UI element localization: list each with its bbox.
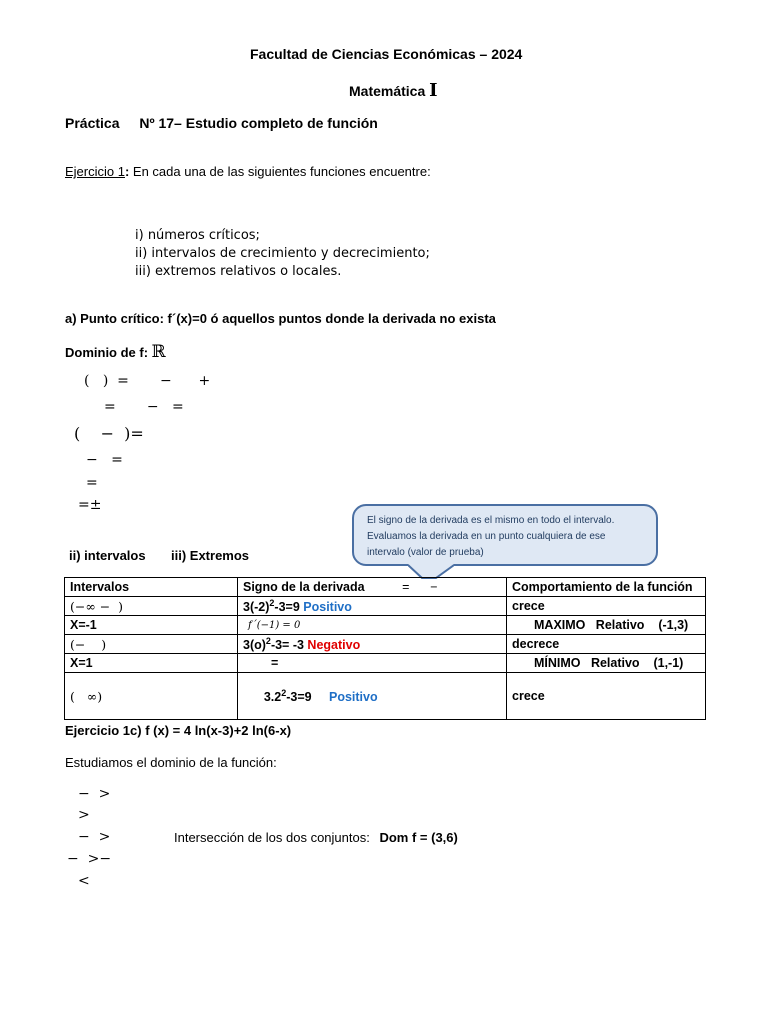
intersection-line bbox=[174, 830, 458, 845]
sign-exponent: 2 bbox=[269, 598, 275, 608]
sign-cell bbox=[238, 635, 507, 654]
inequality-fragment-2: > bbox=[78, 807, 90, 823]
header-behavior: Comportamiento de la función bbox=[507, 578, 706, 597]
exercise1-label: Ejercicio 1 bbox=[65, 164, 125, 179]
sign-word: Positivo bbox=[328, 690, 378, 705]
equation-fragment-5: = bbox=[86, 475, 98, 491]
sign-word: Positivo bbox=[303, 600, 352, 615]
interval-cell: (− ) bbox=[65, 635, 238, 654]
practice-label: Práctica bbox=[65, 115, 120, 131]
callout-line-1: El signo de la derivada es el mismo en todo el intervalo. bbox=[367, 515, 615, 526]
practice-heading bbox=[65, 115, 378, 131]
table-row bbox=[65, 635, 706, 654]
sign-cell: = bbox=[238, 654, 507, 673]
domain-line bbox=[65, 342, 166, 362]
behavior-cell: crece bbox=[507, 597, 706, 616]
inequality-fragment-4: − >− bbox=[67, 851, 112, 867]
sign-result: -3= -3 bbox=[270, 638, 308, 653]
sign-value: 3(-2) bbox=[243, 600, 270, 615]
course-prefix: Matemática bbox=[349, 83, 426, 99]
derivative-sign-table bbox=[64, 577, 706, 720]
domain-symbol: ℝ bbox=[151, 342, 166, 362]
table-row bbox=[65, 654, 706, 673]
behavior-cell: decrece bbox=[507, 635, 706, 654]
header-sign-label: Signo de la derivada bbox=[243, 580, 365, 594]
behavior-cell: MAXIMO Relativo (-1,3) bbox=[507, 616, 706, 635]
inequality-fragment-1: − > bbox=[78, 786, 111, 802]
course-title bbox=[349, 80, 438, 101]
header-intervals: Intervalos bbox=[65, 578, 238, 597]
table-row bbox=[65, 597, 706, 616]
sign-cell: f´(−1) = 0 bbox=[238, 616, 507, 635]
behavior-cell: MÍNIMO Relativo (1,-1) bbox=[507, 654, 706, 673]
interval-cell: ( ∞) bbox=[65, 673, 238, 720]
exercise1c-title: Ejercicio 1c) f (x) = 4 ln(x-3)+2 ln(6-x) bbox=[65, 723, 292, 738]
equation-fragment-1: ( ) = − + bbox=[84, 373, 211, 389]
inequality-fragment-3: − > bbox=[78, 829, 111, 845]
equation-fragment-6: =± bbox=[78, 497, 102, 513]
domain-label: Dominio de f: bbox=[65, 345, 149, 360]
critical-point-definition: a) Punto crítico: f´(x)=0 ó aquellos puntos donde la derivada no exista bbox=[65, 311, 496, 326]
equation-fragment-4: − = bbox=[86, 452, 123, 468]
header-sign bbox=[238, 578, 507, 597]
sign-exponent: 2 bbox=[265, 636, 271, 647]
exercise1-colon: : bbox=[124, 164, 130, 179]
sign-exponent: 2 bbox=[281, 688, 287, 699]
sign-cell bbox=[238, 673, 507, 720]
table-header-row bbox=[65, 578, 706, 597]
interval-cell: X=1 bbox=[65, 654, 238, 673]
equation-fragment-3: ( − )= bbox=[74, 424, 144, 443]
faculty-title: Facultad de Ciencias Económicas – 2024 bbox=[250, 46, 523, 62]
inequality-fragment-5: < bbox=[78, 873, 90, 889]
table-row bbox=[65, 616, 706, 635]
sign-value: 3.2 bbox=[263, 690, 282, 705]
sign-result: -3=9 bbox=[274, 600, 304, 615]
interval-cell: X=-1 bbox=[65, 616, 238, 635]
sign-result: -3=9 bbox=[286, 690, 329, 705]
behavior-cell: crece bbox=[507, 673, 706, 720]
domain-result: Dom f = (3,6) bbox=[379, 830, 458, 845]
exercise1-intro bbox=[65, 164, 431, 179]
intersection-text: Intersección de los dos conjuntos: bbox=[174, 830, 370, 845]
sign-word: Negativo bbox=[307, 638, 361, 653]
practice-title: Nº 17– Estudio completo de función bbox=[139, 115, 378, 131]
intervals-label: ii) intervalos bbox=[69, 548, 146, 563]
exercise1-text: En cada una de las siguientes funciones encuentre: bbox=[129, 164, 431, 179]
equation-fragment-2: = − = bbox=[104, 399, 184, 415]
list-item-intervals: ii) intervalos de crecimiento y decrecimiento; bbox=[135, 246, 430, 261]
callout-line-3: intervalo (valor de prueba) bbox=[367, 547, 484, 558]
derivative-sign-callout bbox=[352, 504, 658, 566]
list-item-critical-numbers: i) números críticos; bbox=[135, 228, 260, 243]
sign-value: 3(o) bbox=[243, 638, 266, 653]
extremes-label: iii) Extremos bbox=[171, 548, 250, 563]
domain-study-text: Estudiamos el dominio de la función: bbox=[65, 755, 277, 770]
table-row bbox=[65, 673, 706, 720]
header-sign-fragment: = − bbox=[402, 580, 438, 594]
interval-cell: (−∞ − ) bbox=[65, 597, 238, 616]
course-roman: I bbox=[429, 80, 438, 101]
sign-cell bbox=[238, 597, 507, 616]
list-item-extremes: iii) extremos relativos o locales. bbox=[135, 264, 342, 279]
callout-line-2: Evaluamos la derivada en un punto cualquiera de ese bbox=[367, 531, 606, 542]
